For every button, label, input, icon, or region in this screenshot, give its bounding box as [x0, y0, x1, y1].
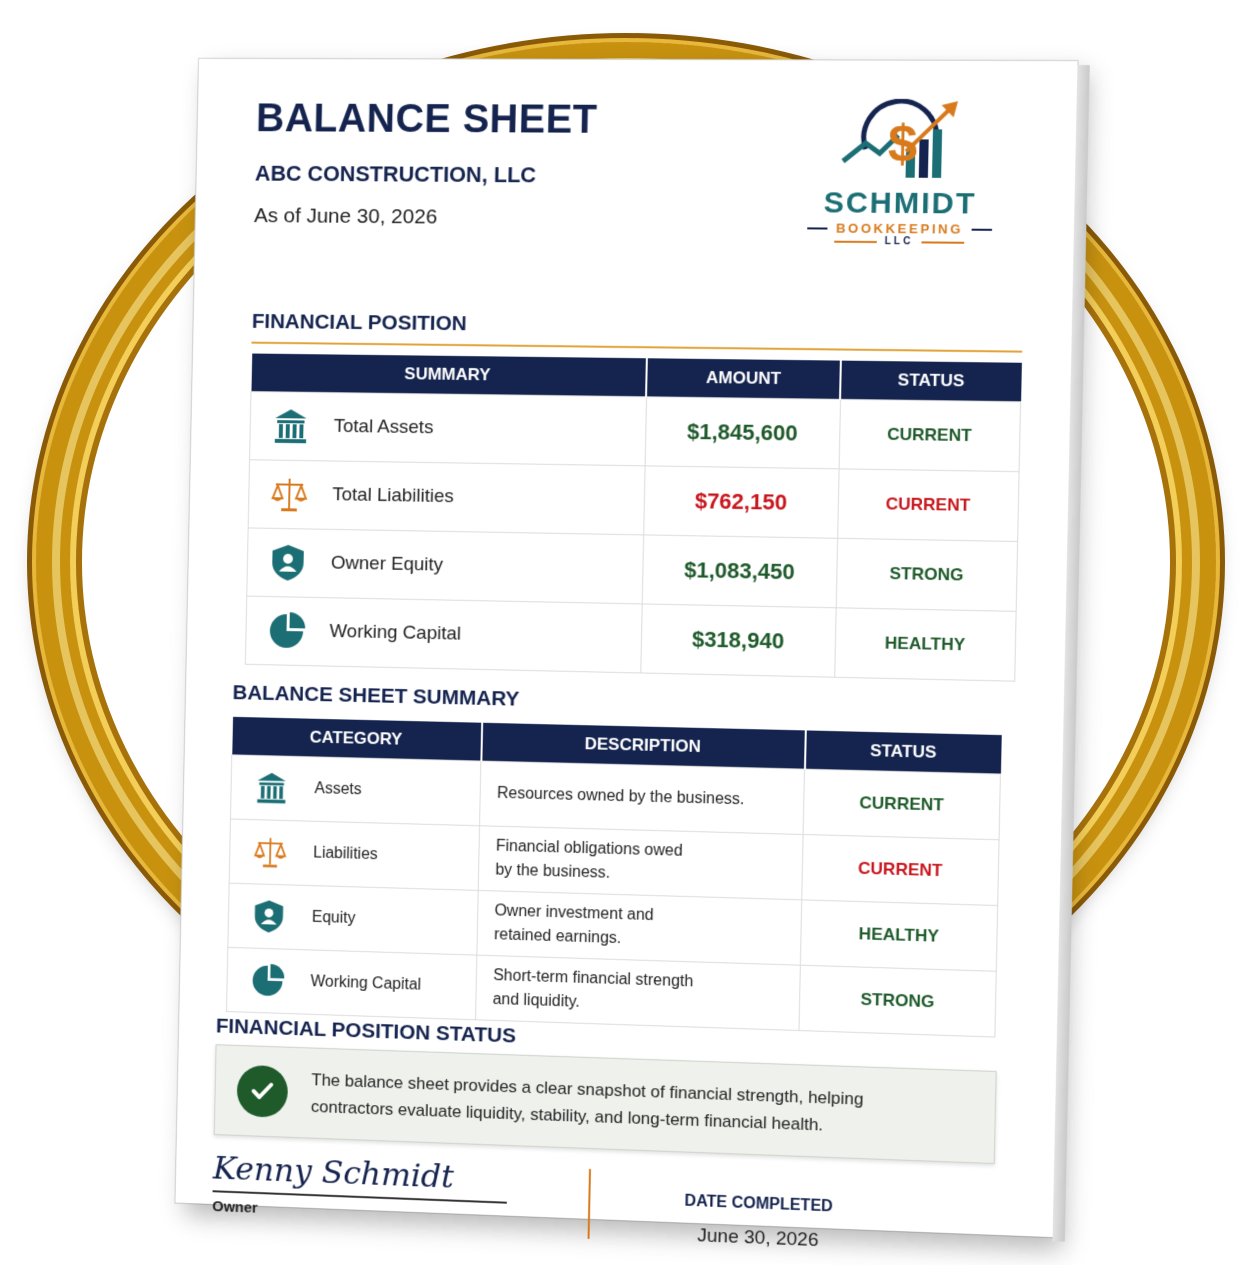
amount-value: $1,845,600 [645, 397, 840, 469]
status-value: CURRENT [802, 834, 999, 905]
checkmark-icon [237, 1065, 289, 1118]
col-header-summary: SUMMARY [251, 354, 647, 397]
logo-llc: LLC [793, 235, 1006, 248]
shield-user-icon [249, 896, 289, 937]
row-label: Total Liabilities [332, 484, 455, 508]
row-label: Owner Equity [330, 552, 444, 576]
company-logo [792, 99, 1009, 272]
pie-chart-icon [267, 611, 307, 651]
row-label: Working Capital [329, 621, 462, 645]
status-description: The balance sheet provides a clear snapshot of financial strength, helping contractors evaluate liquidity, stability, and long-term financial health. [310, 1070, 864, 1135]
company-name: ABC CONSTRUCTION, LLC [254, 160, 537, 188]
row-label: Total Assets [333, 415, 434, 439]
balance-summary-table [226, 717, 1002, 1038]
amount-value: $318,940 [641, 604, 836, 677]
svg-text:$: $ [887, 113, 918, 173]
category-label: Working Capital [310, 973, 422, 994]
col-header-status: STATUS [805, 730, 1002, 774]
pie-chart-icon [248, 960, 288, 1001]
date-completed-block [657, 1192, 859, 1254]
dollar-growth-icon [835, 99, 969, 182]
scales-icon [250, 832, 290, 873]
signer-role: Owner [212, 1198, 258, 1217]
scales-icon [269, 474, 309, 514]
status-value: CURRENT [839, 399, 1021, 471]
col-header-amount: AMOUNT [646, 358, 841, 399]
description-line-1: Resources owned by the business. [496, 784, 745, 809]
table-row [245, 596, 1016, 681]
bank-icon [252, 768, 292, 809]
description-line-2: retained earnings. [493, 926, 622, 948]
status-value: CURRENT [803, 769, 1000, 840]
description-line-2: and liquidity. [492, 990, 580, 1011]
description-line-1: Financial obligations owed [495, 837, 683, 860]
col-header-description: DESCRIPTION [481, 723, 805, 769]
category-label: Liabilities [313, 844, 378, 864]
col-header-status: STATUS [840, 361, 1021, 402]
status-value: HEALTHY [801, 900, 998, 971]
table-row [250, 392, 1021, 472]
date-completed-label: DATE COMPLETED [684, 1192, 833, 1216]
category-label: Assets [314, 780, 362, 799]
status-value: STRONG [799, 965, 996, 1037]
signature-block [212, 1149, 508, 1227]
section-underline [251, 342, 1022, 353]
date-completed-value: June 30, 2026 [697, 1225, 819, 1252]
category-label: Equity [311, 908, 356, 928]
description-line-1: Short-term financial strength [492, 967, 694, 991]
as-of-date: As of June 30, 2026 [253, 204, 438, 229]
amount-value: $1,083,450 [642, 535, 837, 608]
owner-signature: Kenny Schmidt [212, 1148, 455, 1196]
status-callout [214, 1044, 997, 1164]
logo-name: SCHMIDT [823, 186, 977, 221]
document-title: BALANCE SHEET [255, 96, 598, 142]
amount-value: $762,150 [644, 466, 839, 538]
vertical-divider [588, 1169, 591, 1239]
balance-summary-section [232, 681, 1014, 723]
section-heading: BALANCE SHEET SUMMARY [232, 681, 520, 711]
section-heading: FINANCIAL POSITION [251, 310, 467, 336]
description-line-1: Owner investment and [494, 902, 654, 925]
logo-subtitle: BOOKKEEPING [793, 220, 1007, 237]
financial-position-section [251, 310, 1022, 353]
description-line-2: by the business. [495, 861, 611, 882]
financial-position-table [245, 354, 1022, 682]
col-header-category: CATEGORY [232, 717, 482, 761]
bank-icon [271, 406, 311, 446]
status-value: CURRENT [837, 469, 1019, 542]
status-value: HEALTHY [834, 608, 1016, 681]
section-heading: FINANCIAL POSITION STATUS [215, 1014, 517, 1048]
shield-user-icon [268, 543, 308, 583]
status-value: STRONG [836, 538, 1018, 611]
balance-sheet-document [175, 59, 1077, 1252]
